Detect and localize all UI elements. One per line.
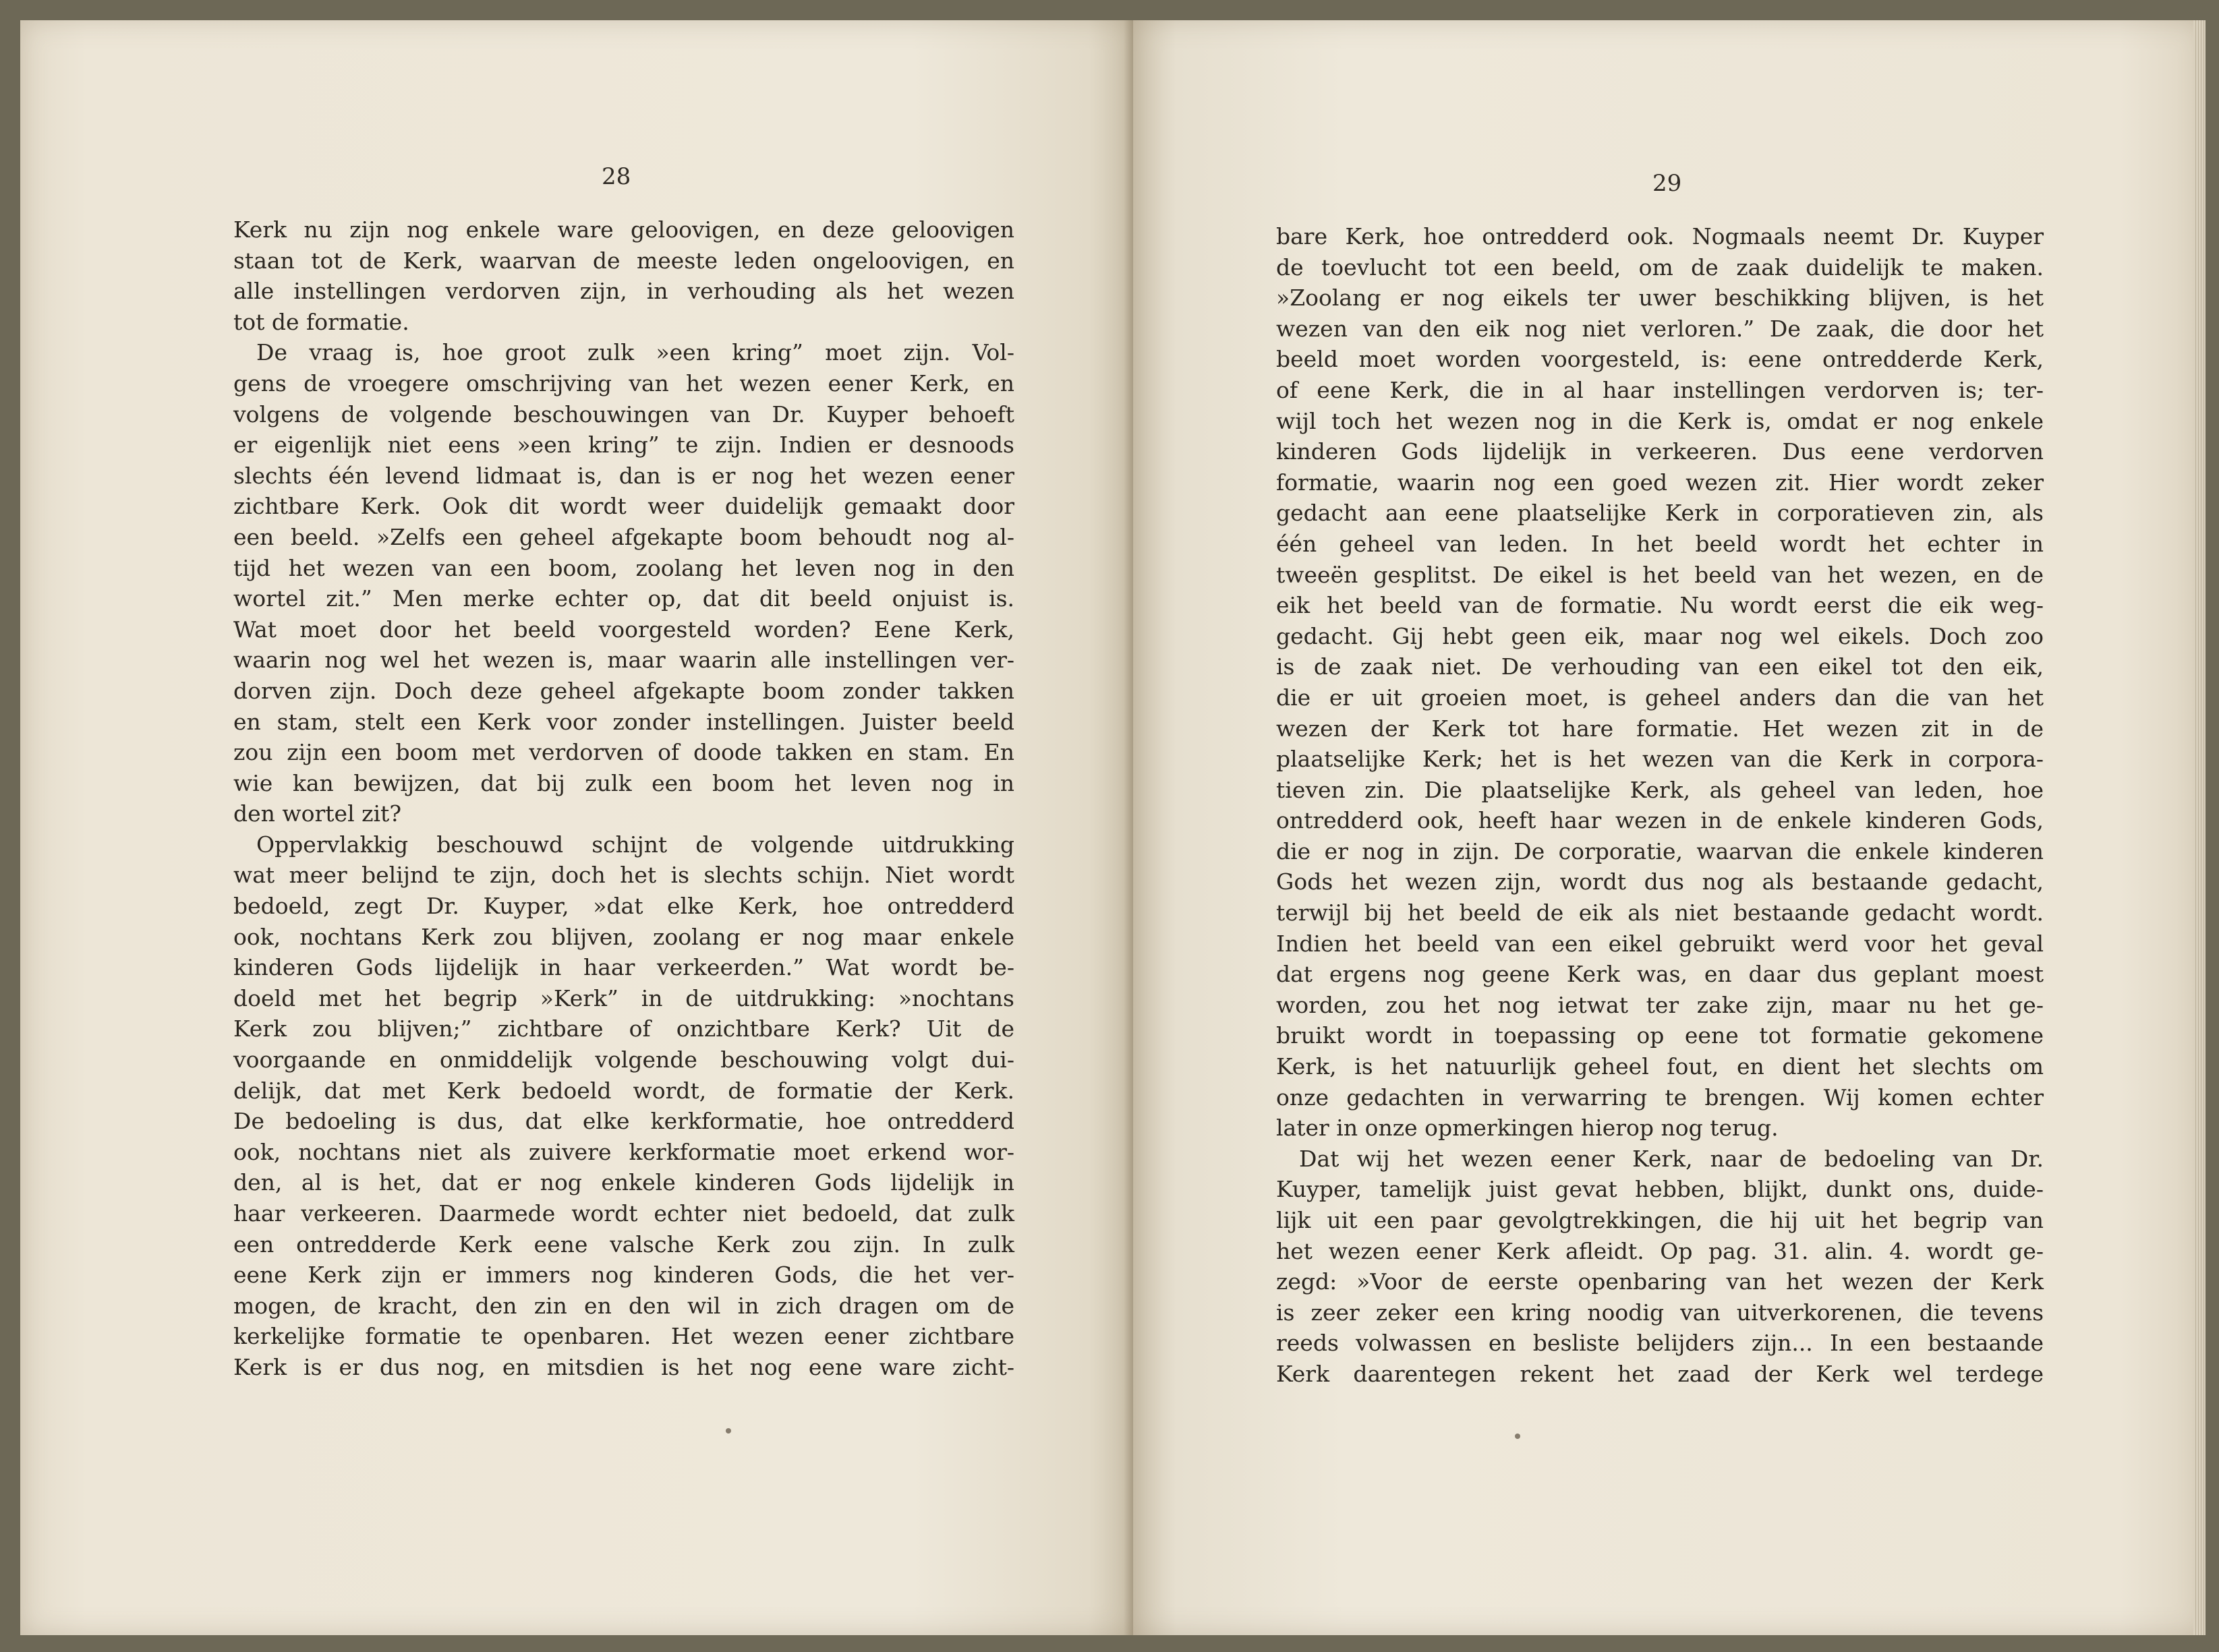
text-line: reeds volwassen en besliste belijders zijn... In een bestaande (1276, 1330, 2044, 1357)
text-line: is zeer zeker een kring noodig van uitverkorenen, die tevens (1276, 1299, 2044, 1326)
text-line: zichtbare Kerk. Ook dit wordt weer duidelijk gemaakt door (233, 493, 1014, 520)
text-line: den wortel zit? (233, 800, 402, 827)
text-line: tot de formatie. (233, 308, 409, 335)
text-line: Kerk, is het natuurlijk geheel fout, en dient het slechts om (1276, 1053, 2044, 1080)
text-line: Kerk nu zijn nog enkele ware geloovigen, en deze geloovigen (233, 216, 1014, 243)
text-line: zou zijn een boom met verdorven of doode takken en stam. En (233, 739, 1014, 766)
text-line: waarin nog wel het wezen is, maar waarin alle instellingen ver- (233, 647, 1014, 674)
left-page (20, 20, 1133, 1635)
text-line: eene Kerk zijn er immers nog kinderen Gods, die het ver- (233, 1262, 1014, 1289)
right-page-text (1276, 221, 2044, 1390)
text-line: dorven zijn. Doch deze geheel afgekapte boom zonder takken (233, 677, 1014, 704)
text-line: wezen van den eik nog niet verloren.” De zaak, die door het (1276, 315, 2044, 342)
text-line: kerkelijke formatie te openbaren. Het wezen eener zichtbare (233, 1323, 1014, 1350)
text-line: wezen der Kerk tot hare formatie. Het wezen zit in de (1276, 715, 2044, 742)
text-line: formatie, waarin nog een goed wezen zit. Hier wordt zeker (1276, 469, 2044, 496)
text-line: en stam, stelt een Kerk voor zonder instellingen. Juister beeld (233, 708, 1014, 735)
text-line: wie kan bewijzen, dat bij zulk een boom het leven nog in (233, 769, 1014, 796)
text-line: De vraag is, hoe groot zulk »een kring” moet zijn. Vol- (256, 339, 1014, 366)
text-line: gens de vroegere omschrijving van het wezen eener Kerk, en (233, 370, 1014, 396)
text-line: Gods het wezen zijn, wordt dus nog als bestaande gedacht, (1276, 868, 2044, 895)
text-line: ook, nochtans niet als zuivere kerkformatie moet erkend wor- (233, 1138, 1014, 1165)
text-line: gedacht. Gij hebt geen eik, maar nog wel eikels. Doch zoo (1276, 622, 2044, 649)
text-line: Kerk daarentegen rekent het zaad der Kerk wel terdege (1276, 1360, 2044, 1387)
text-line: ontredderd ook, heeft haar wezen in de enkele kinderen Gods, (1276, 807, 2044, 834)
text-line: mogen, de kracht, den zin en den wil in zich dragen om de (233, 1292, 1014, 1319)
page-edges (2193, 20, 2206, 1635)
text-line: Indien het beeld van een eikel gebruikt werd voor het geval (1276, 930, 2044, 957)
ink-speck (1515, 1434, 1520, 1439)
text-line: volgens de volgende beschouwingen van Dr. Kuyper behoeft (233, 401, 1014, 427)
text-line: Wat moet door het beeld voorgesteld worden? Eene Kerk, (233, 616, 1014, 643)
text-line: ook, nochtans Kerk zou blijven, zoolang er nog maar enkele (233, 923, 1014, 950)
text-line: alle instellingen verdorven zijn, in verhouding als het wezen (233, 278, 1014, 305)
text-line: eik het beeld van de formatie. Nu wordt eerst die eik weg- (1276, 592, 2044, 619)
text-line: er eigenlijk niet eens »een kring” te zijn. Indien er desnoods (233, 432, 1014, 459)
text-line: bedoeld, zegt Dr. Kuyper, »dat elke Kerk, hoe ontredderd (233, 893, 1014, 920)
text-line: staan tot de Kerk, waarvan de meeste leden ongeloovigen, en (233, 247, 1014, 274)
text-line: één geheel van leden. In het beeld wordt het echter in (1276, 530, 2044, 557)
right-page-number: 29 (1652, 170, 1682, 197)
text-line: beeld moet worden voorgesteld, is: eene ontredderde Kerk, (1276, 346, 2044, 373)
text-line: tieven zin. Die plaatselijke Kerk, als geheel van leden, hoe (1276, 776, 2044, 803)
text-line: worden, zou het nog ietwat ter zake zijn, maar nu het ge- (1276, 991, 2044, 1018)
text-line: dat ergens nog geene Kerk was, en daar dus geplant moest (1276, 961, 2044, 988)
text-line: gedacht aan eene plaatselijke Kerk in corporatieven zin, als (1276, 500, 2044, 527)
text-line: een ontredderde Kerk eene valsche Kerk zou zijn. In zulk (233, 1231, 1014, 1258)
text-line: plaatselijke Kerk; het is het wezen van die Kerk in corpora- (1276, 746, 2044, 773)
text-line: wijl toch het wezen nog in die Kerk is, omdat er nog enkele (1276, 407, 2044, 434)
text-line: »Zoolang er nog eikels ter uwer beschikking blijven, is het (1276, 285, 2044, 312)
text-line: voorgaande en onmiddelijk volgende beschouwing volgt dui- (233, 1046, 1014, 1073)
text-line: Dat wij het wezen eener Kerk, naar de bedoeling van Dr. (1299, 1145, 2044, 1172)
text-line: delijk, dat met Kerk bedoeld wordt, de formatie der Kerk. (233, 1077, 1014, 1104)
text-line: kinderen Gods lijdelijk in haar verkeerden.” Wat wordt be- (233, 954, 1014, 981)
text-line: terwijl bij het beeld de eik als niet bestaande gedacht wordt. (1276, 899, 2044, 926)
text-line: een beeld. »Zelfs een geheel afgekapte boom behoudt nog al- (233, 523, 1014, 550)
text-line: De bedoeling is dus, dat elke kerkformatie, hoe ontredderd (233, 1108, 1014, 1135)
text-line: lijk uit een paar gevolgtrekkingen, die hij uit het begrip van (1276, 1207, 2044, 1233)
text-line: die er uit groeien moet, is geheel anders dan die van het (1276, 684, 2044, 711)
text-line: doeld met het begrip »Kerk” in de uitdrukking: »nochtans (233, 984, 1014, 1011)
right-page (1133, 20, 2206, 1635)
text-line: is de zaak niet. De verhouding van een eikel tot den eik, (1276, 653, 2044, 680)
text-line: wortel zit.” Men merke echter op, dat dit beeld onjuist is. (233, 585, 1014, 612)
text-line: wat meer belijnd te zijn, doch het is slechts schijn. Niet wordt (233, 862, 1014, 889)
text-line: Kuyper, tamelijk juist gevat hebben, blijkt, dunkt ons, duide- (1276, 1176, 2044, 1203)
text-line: bare Kerk, hoe ontredderd ook. Nogmaals neemt Dr. Kuyper (1276, 223, 2044, 249)
open-book (20, 20, 2206, 1635)
text-line: tweeën gesplitst. De eikel is het beeld van het wezen, en de (1276, 561, 2044, 588)
ink-speck (726, 1428, 731, 1434)
text-line: het wezen eener Kerk afleidt. Op pag. 31. alin. 4. wordt ge- (1276, 1237, 2044, 1264)
text-line: later in onze opmerkingen hierop nog terug. (1276, 1115, 1779, 1142)
text-line: Kerk zou blijven;” zichtbare of onzichtbare Kerk? Uit de (233, 1015, 1014, 1042)
left-page-number: 28 (602, 163, 631, 190)
text-line: tijd het wezen van een boom, zoolang het leven nog in den (233, 554, 1014, 581)
text-line: Oppervlakkig beschouwd schijnt de volgende uitdrukking (256, 831, 1014, 858)
text-line: bruikt wordt in toepassing op eene tot formatie gekomene (1276, 1022, 2044, 1049)
text-line: Kerk is er dus nog, en mitsdien is het nog eene ware zicht- (233, 1353, 1014, 1380)
text-line: den, al is het, dat er nog enkele kinderen Gods lijdelijk in (233, 1169, 1014, 1196)
text-line: haar verkeeren. Daarmede wordt echter niet bedoeld, dat zulk (233, 1200, 1014, 1227)
left-page-text (233, 214, 1014, 1383)
text-line: onze gedachten in verwarring te brengen. Wij komen echter (1276, 1084, 2044, 1111)
text-line: slechts één levend lidmaat is, dan is er nog het wezen eener (233, 462, 1014, 489)
text-line: de toevlucht tot een beeld, om de zaak duidelijk te maken. (1276, 254, 2044, 281)
text-line: zegd: »Voor de eerste openbaring van het wezen der Kerk (1276, 1268, 2044, 1295)
text-line: kinderen Gods lijdelijk in verkeeren. Dus eene verdorven (1276, 438, 2044, 465)
text-line: of eene Kerk, die in al haar instellingen verdorven is; ter- (1276, 376, 2044, 403)
text-line: die er nog in zijn. De corporatie, waarvan die enkele kinderen (1276, 837, 2044, 864)
